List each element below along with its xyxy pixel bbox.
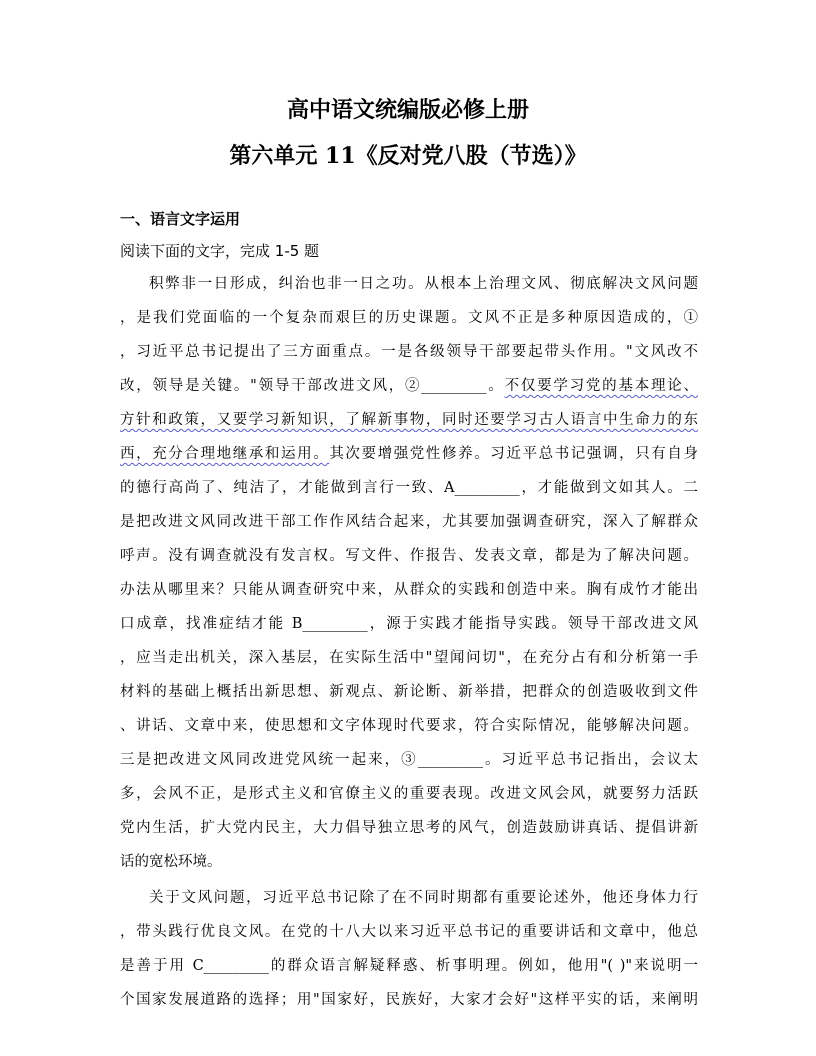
- wavy-underlined-text: 方针和政策，又要学习新知识，了解新事物，同时还要学习古人语言中生命力的东: [120, 412, 698, 428]
- passage-line: 、讲话、文章中来，使思想和文字体现时代要求，符合实际情况，能够解决问题。: [120, 718, 698, 734]
- passage-line: 关于文风问题，习近平总书记除了在不同时期都有重要论述外，他还身体力行: [149, 890, 698, 906]
- passage-line: 办法从哪里来？只能从调查研究中来，从群众的实践和创造中来。胸有成竹才能出: [120, 582, 698, 598]
- passage-line: 呼声。没有调查就没有发言权。写文件、作报告、发表文章，都是为了解决问题。: [120, 548, 698, 564]
- passage-line: ，是我们党面临的一个复杂而艰巨的历史课题。文风不正是多种原因造成的，①: [120, 310, 698, 326]
- passage-line: 是把改进文风同改进干部工作作风结合起来，尤其要加强调查研究，深入了解群众: [120, 514, 698, 530]
- passage-line: 口成章，找准症结才能 B_________，源于实践才能指导实践。领导干部改进文风: [120, 616, 698, 632]
- passage-line: 西，充分合理地继承和运用。其次要增强党性修养。习近平总书记强调，只有自身: [120, 446, 698, 462]
- passage-line: 三是把改进文风同改进党风统一起来，③_________。习近平总书记指出，会议太: [120, 752, 698, 768]
- section-heading: 一、语言文字运用: [120, 210, 241, 228]
- passage-line: 是善于用 C_________的群众语言解疑释惑、析事明理。例如，他用"( )"来说明一: [120, 958, 698, 974]
- passage-line: 积弊非一日形成，纠治也非一日之功。从根本上治理文风、彻底解决文风问题: [149, 276, 698, 292]
- instruction-text: 阅读下面的文字，完成 1-5 题: [120, 242, 320, 260]
- passage-line: 党内生活，扩大党内民主，大力倡导独立思考的风气，创造鼓励讲真话、提倡讲新: [120, 820, 698, 836]
- document-subtitle: 第六单元 11《反对党八股（节选）》: [229, 143, 587, 169]
- passage-line: 个国家发展道路的选择；用"国家好，民族好，大家才会好"这样平实的话，来阐明: [120, 992, 698, 1008]
- passage-line: ，习近平总书记提出了三方面重点。一是各级领导干部要起带头作用。"文风改不: [120, 344, 698, 360]
- passage-line: 话的宽松环境。: [120, 854, 222, 870]
- wavy-underlined-text: 西，充分合理地继承和运用。: [120, 446, 330, 462]
- passage-line: ，带头践行优良文风。在党的十八大以来习近平总书记的重要讲话和文章中，他总: [120, 924, 698, 940]
- passage-line: [120, 408, 698, 432]
- passage-line: ，应当走出机关，深入基层，在实际生活中"望闻问切"，在充分占有和分析第一手: [120, 650, 698, 666]
- document-title: 高中语文统编版必修上册: [286, 97, 529, 123]
- wavy-underlined-text: 不仅要学习党的基本理论、: [504, 378, 698, 394]
- passage-line: 多，会风不正，是形式主义和官僚主义的重要表现。改进文风会风，就要努力活跃: [120, 786, 698, 802]
- passage-line: 改，领导是关键。"领导干部改进文风，②_________。不仅要学习党的基本理论、: [120, 378, 698, 394]
- passage-line: 材料的基础上概括出新思想、新观点、新论断、新举措，把群众的创造吸收到文件: [120, 684, 698, 700]
- passage-line: 的德行高尚了、纯洁了，才能做到言行一致、A_________，才能做到文如其人。二: [120, 480, 698, 496]
